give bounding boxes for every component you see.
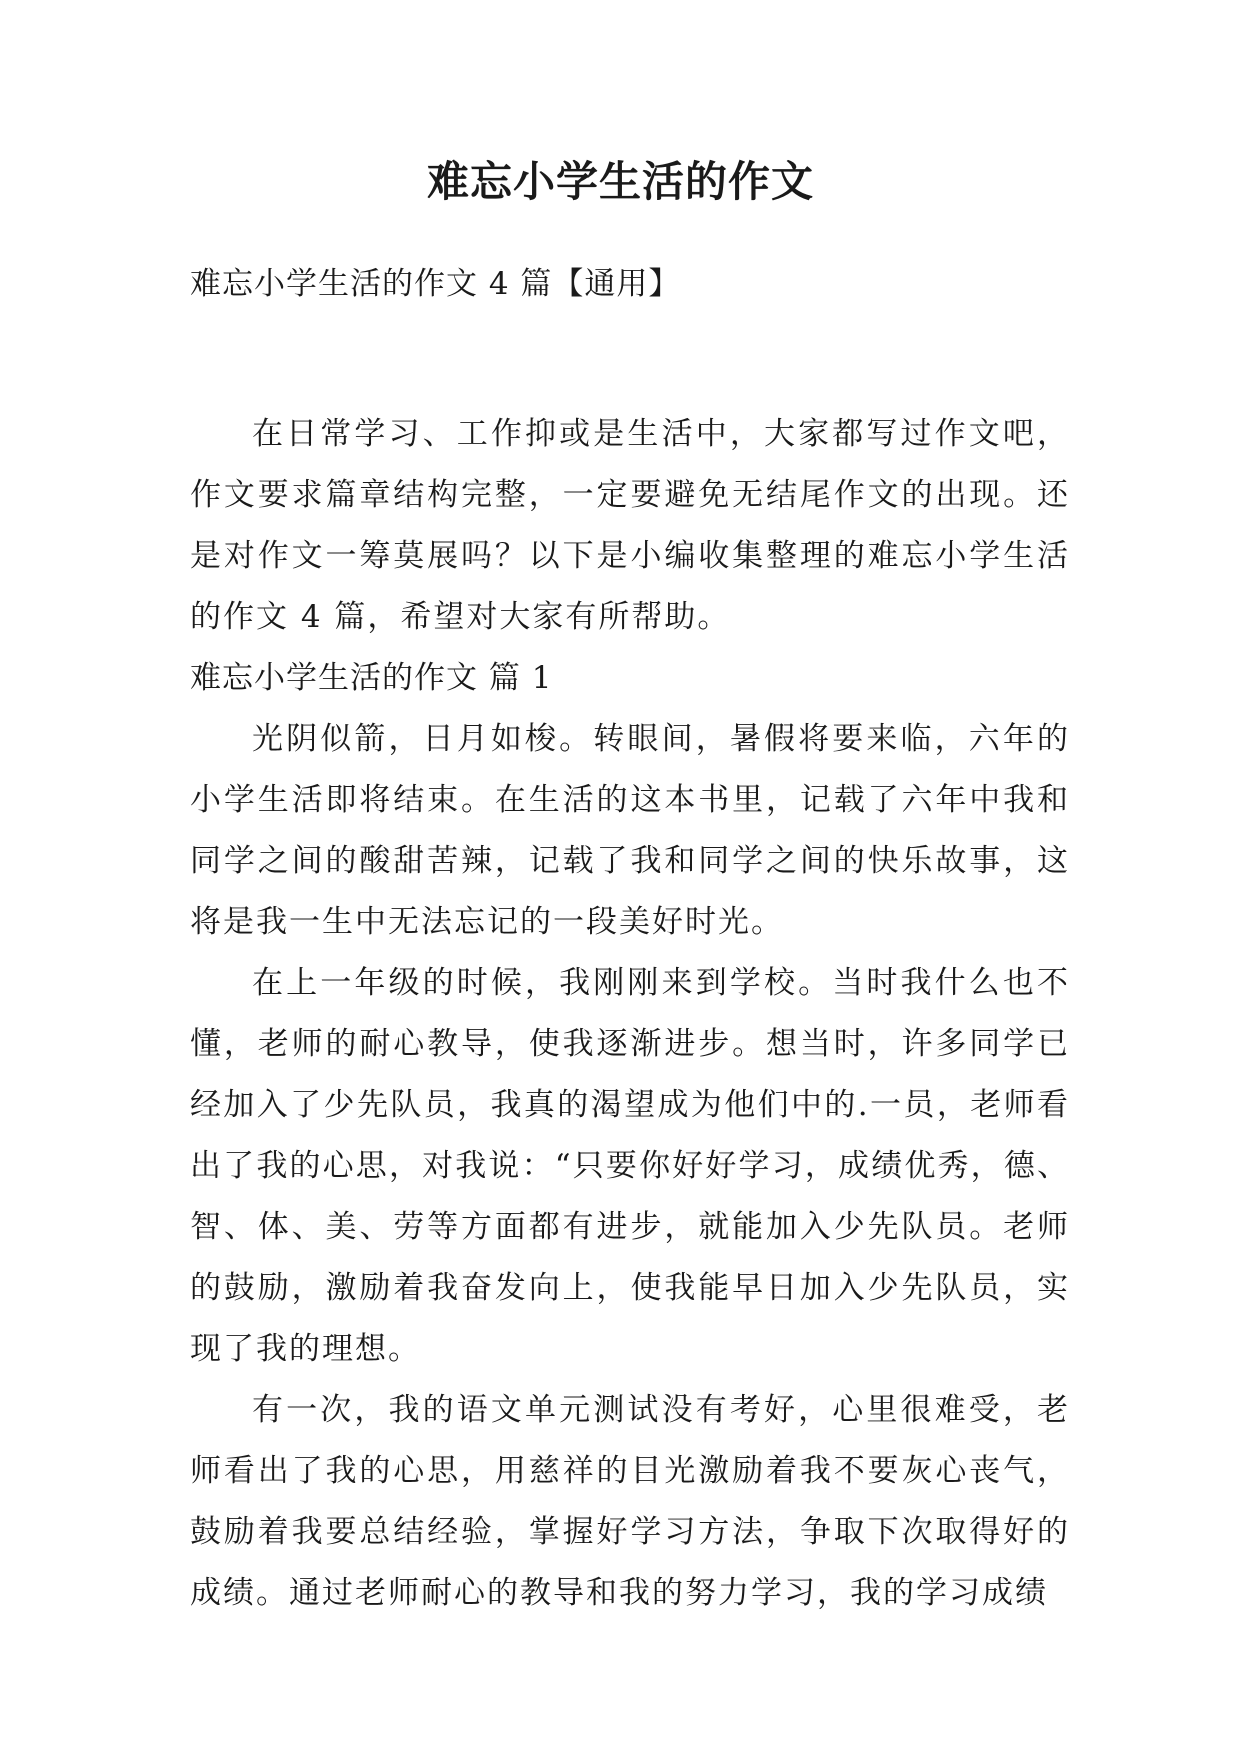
document-body	[190, 404, 1070, 1624]
body-paragraph: 有一次，我的语文单元测试没有考好，心里很难受，老师看出了我的心思，用慈祥的目光激励着我不要灰心丧气，鼓励着我要总结经验，掌握好学习方法，争取下次取得好的成绩。通过老师耐心的教导和我的努力学习，我的学习成绩	[190, 1392, 1070, 1611]
body-paragraph: 光阴似箭，日月如梭。转眼间，暑假将要来临，六年的小学生活即将结束。在生活的这本书里，记载了六年中我和同学之间的酸甜苦辣，记载了我和同学之间的快乐故事，这将是我一生中无法忘记的一段美好时光。	[190, 721, 1070, 940]
intro-paragraph: 在日常学习、工作抑或是生活中，大家都写过作文吧，作文要求篇章结构完整，一定要避免无结尾作文的出现。还是对作文一筹莫展吗？以下是小编收集整理的难忘小学生活的作文 4 篇，希望对大家有所帮助。	[190, 416, 1070, 635]
section-heading: 难忘小学生活的作文 篇 1	[190, 660, 553, 696]
page-title: 难忘小学生活的作文	[426, 157, 814, 206]
document-subtitle: 难忘小学生活的作文 4 篇【通用】	[190, 266, 681, 302]
body-paragraph: 在上一年级的时候，我刚刚来到学校。当时我什么也不懂，老师的耐心教导，使我逐渐进步。想当时，许多同学已经加入了少先队员，我真的渴望成为他们中的.一员，老师看出了我的心思，对我说：“只要你好好学习，成绩优秀，德、智、体、美、劳等方面都有进步，就能加入少先队员。老师的鼓励，激励着我奋发向上，使我能早日加入少先队员，实现了我的理想。	[190, 965, 1070, 1367]
